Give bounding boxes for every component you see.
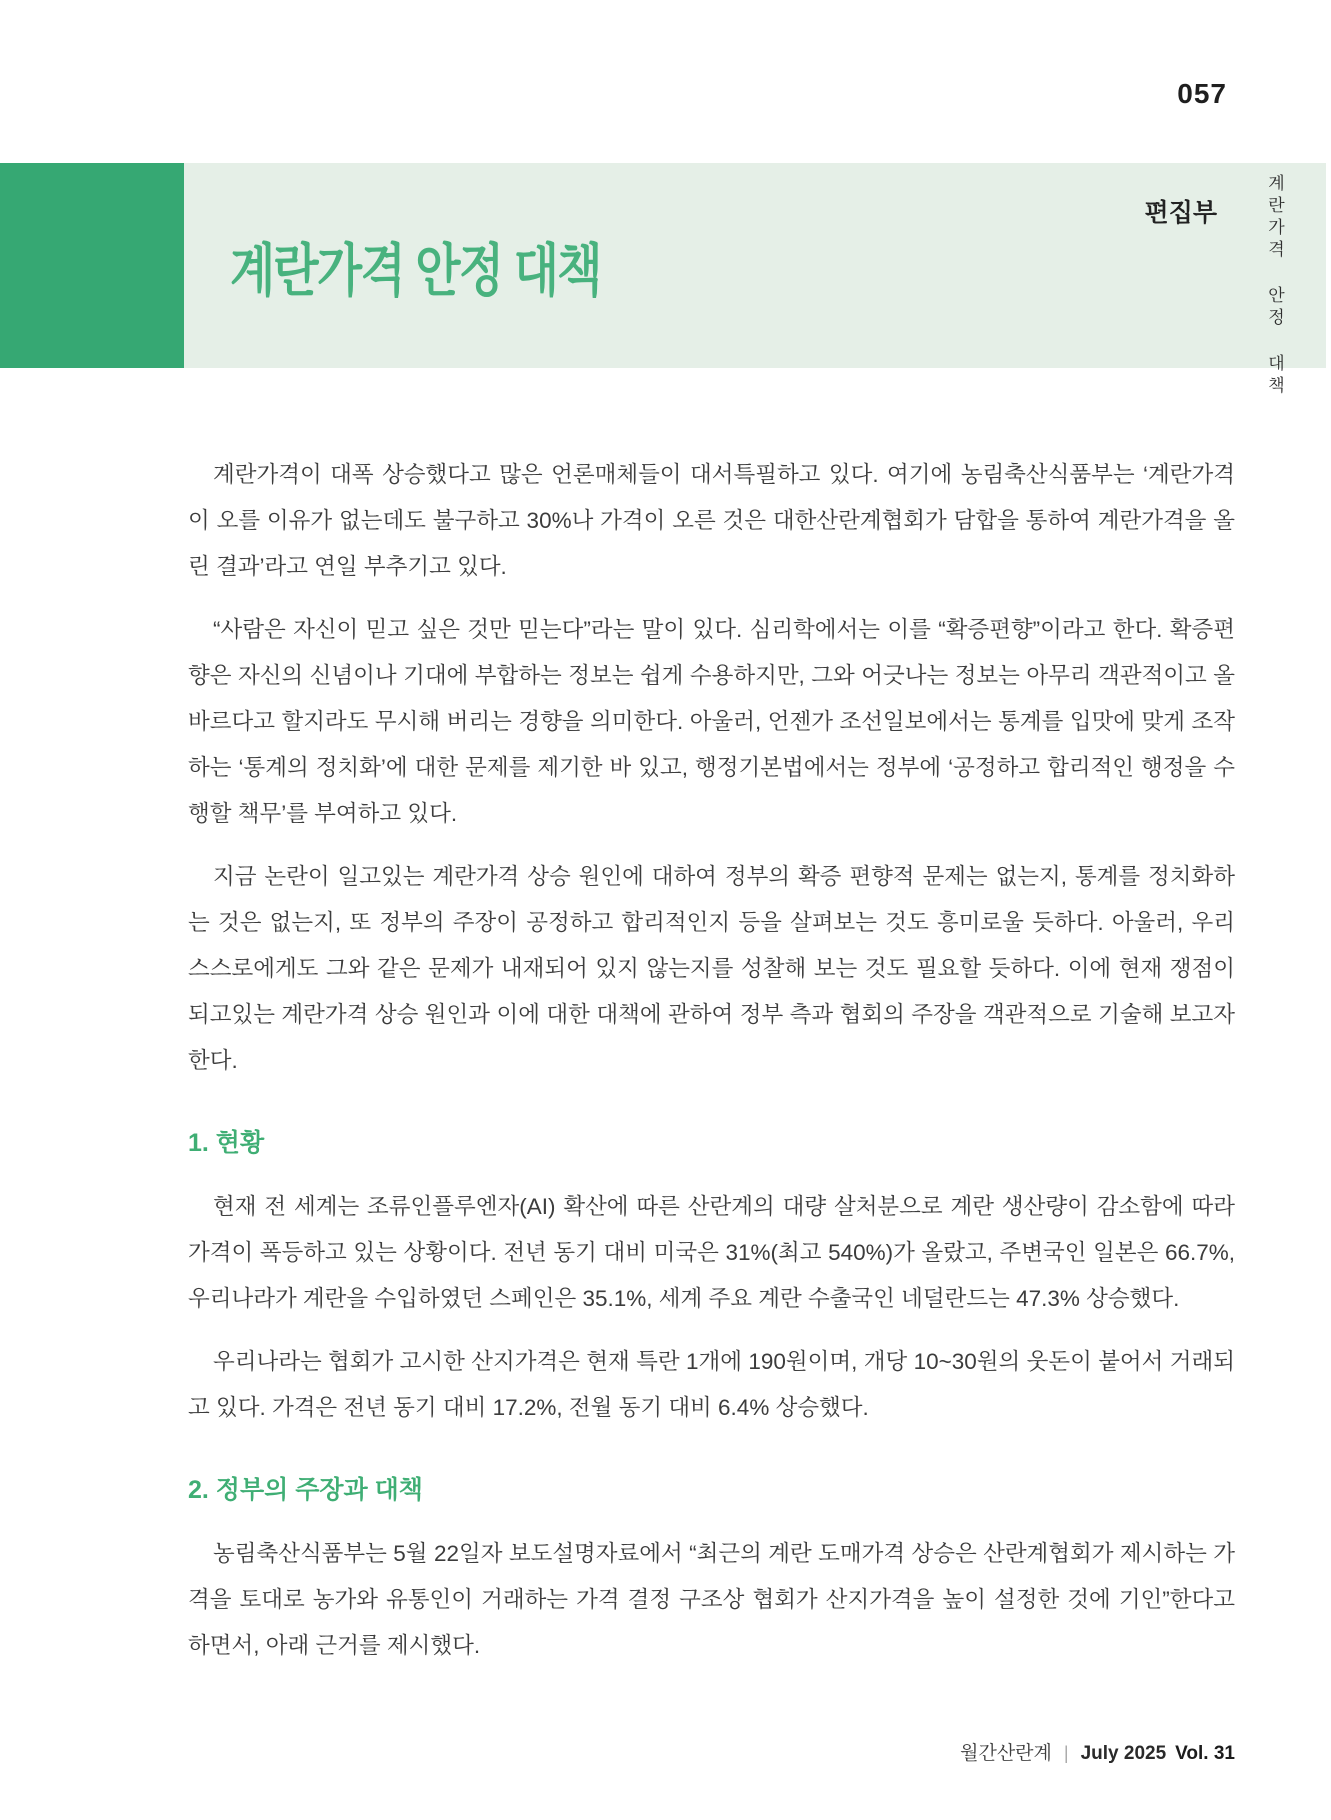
page-footer (960, 1738, 1235, 1765)
page-number: 057 (1177, 78, 1227, 109)
section-2-paragraph-1: 농림축산식품부는 5월 22일자 보도설명자료에서 “최근의 계란 도매가격 상승은 산란계협회가 제시하는 가격을 토대로 농가와 유통인이 거래하는 가격 결정 구조상 협회가 산지가격을 높이 설정한 것에 기인”한다고 하면서, 아래 근거를 제시했다. (188, 1541, 1235, 1658)
header-band (0, 163, 1326, 368)
section-heading-1: 1. 현황 (188, 1129, 265, 1157)
footer-separator: | (1063, 1743, 1069, 1763)
header-accent-block (0, 163, 184, 368)
footer-volume: Vol. 31 (1175, 1743, 1235, 1764)
side-title-vertical: 계란가격 안정 대책 (1265, 174, 1284, 398)
byline: 편집부 (1144, 199, 1217, 227)
footer-issue: July 2025 (1080, 1743, 1167, 1764)
section-heading-2: 2. 정부의 주장과 대책 (188, 1476, 423, 1504)
article-body (188, 452, 1235, 1686)
section-1-paragraph-2: 우리나라는 협회가 고시한 산지가격은 현재 특란 1개에 190원이며, 개당 10~30원의 웃돈이 붙어서 거래되고 있다. 가격은 전년 동기 대비 17.2%, 전월 동기 대비 6.4% 상승했다. (188, 1349, 1235, 1420)
intro-paragraph-1: 계란가격이 대폭 상승했다고 많은 언론매체들이 대서특필하고 있다. 여기에 농림축산식품부는 ‘계란가격이 오를 이유가 없는데도 불구하고 30%나 가격이 오른 것은 대한산란계협회가 담합을 통하여 계란가격을 올린 결과’라고 연일 부추기고 있다. (188, 462, 1235, 579)
article-title: 계란가격 안정 대책 (230, 239, 601, 303)
intro-paragraph-3: 지금 논란이 일고있는 계란가격 상승 원인에 대하여 정부의 확증 편향적 문제는 없는지, 통계를 정치화하는 것은 없는지, 또 정부의 주장이 공정하고 합리적인지 등을 살펴보는 것도 흥미로울 듯하다. 아울러, 우리 스스로에게도 그와 같은 문제가 내재되어 있지 않는지를 성찰해 보는 것도 필요할 듯하다. 이에 현재 쟁점이 되고있는 계란가격 상승 원인과 이에 대한 대책에 관하여 정부 측과 협회의 주장을 객관적으로 기술해 보고자 한다. (188, 864, 1235, 1073)
intro-paragraph-2: “사람은 자신이 믿고 싶은 것만 믿는다”라는 말이 있다. 심리학에서는 이를 “확증편향”이라고 한다. 확증편향은 자신의 신념이나 기대에 부합하는 정보는 쉽게 수용하지만, 그와 어긋나는 정보는 아무리 객관적이고 올바르다고 할지라도 무시해 버리는 경향을 의미한다. 아울러, 언젠가 조선일보에서는 통계를 입맛에 맞게 조작하는 ‘통계의 정치화’에 대한 문제를 제기한 바 있고, 행정기본법에서는 정부에 ‘공정하고 합리적인 행정을 수행할 책무’를 부여하고 있다. (188, 617, 1235, 826)
section-1-paragraph-1: 현재 전 세계는 조류인플루엔자(AI) 확산에 따른 산란계의 대량 살처분으로 계란 생산량이 감소함에 따라 가격이 폭등하고 있는 상황이다. 전년 동기 대비 미국은 31%(최고 540%)가 올랐고, 주변국인 일본은 66.7%, 우리나라가 계란을 수입하였던 스페인은 35.1%, 세계 주요 계란 수출국인 네덜란드는 47.3% 상승했다. (188, 1194, 1235, 1311)
footer-magazine-name: 월간산란계 (960, 1743, 1052, 1764)
